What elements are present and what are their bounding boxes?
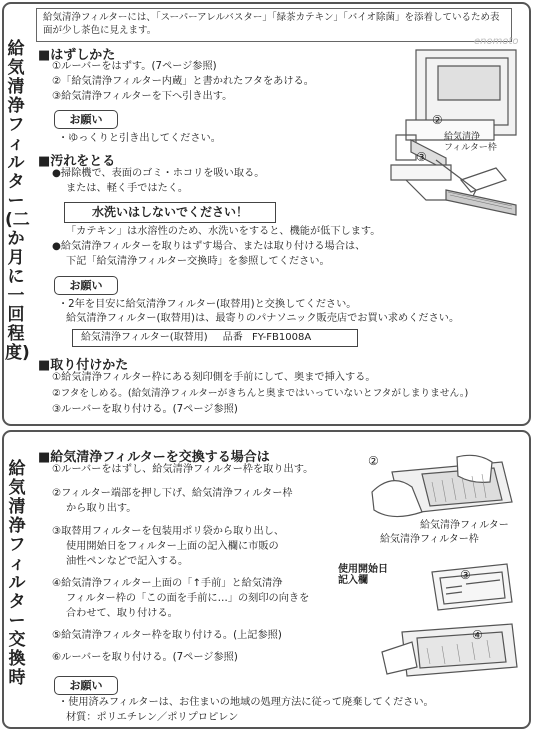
replace-step-5: ⑤給気清浄フィルター枠を取り付ける。(上記参照)	[52, 630, 282, 641]
replace-step-4c: 合わせて、取り付ける。	[66, 608, 178, 619]
top-callout-2: ②	[432, 113, 443, 127]
top-intro-box	[36, 8, 512, 42]
replace-step-6: ⑥ルーバーを取り付ける。(7ページ参照)	[52, 652, 238, 663]
watermark: enomoto	[474, 36, 519, 47]
replace-step-1: ①ルーバーをはずし、給気清浄フィルター枠を取り出す。	[52, 464, 314, 475]
bottom-side-title: 給気清浄フィルター交換時	[8, 459, 26, 688]
remove-request-badge: お願い	[54, 110, 118, 129]
replace-step-2b: から取り出す。	[66, 503, 137, 514]
no-wash-note: 「カテキン」は水溶性のため、水洗いをすると、機能が低下します。	[66, 226, 381, 237]
part-label: 品番	[222, 332, 243, 343]
install-step-3: ③ルーバーを取り付ける。(7ページ参照)	[52, 404, 238, 415]
clean-request-line-1: ・2年を目安に給気清浄フィルター(取替用)と交換してください。	[58, 299, 357, 310]
remove-step-3: ③給気清浄フィルターを下へ引き出す。	[52, 91, 233, 102]
clean-line-1: ●掃除機で、表面のゴミ・ホコリを吸い取る。	[52, 168, 265, 179]
remove-step-1: ①ルーバーをはずす。(7ページ参照)	[52, 61, 217, 72]
install-step-1: ①給気清浄フィルター枠にある刻印側を手前にして、奥まで挿入する。	[52, 372, 376, 383]
replacement-part-box	[72, 329, 358, 347]
replace-step-2: ②フィルター端部を押し下げ、給気清浄フィルター枠	[52, 488, 293, 499]
replace-step-3c: 油性ペンなどで記入する。	[66, 556, 189, 567]
no-wash-warning: 水洗いはしないでください！	[64, 202, 276, 223]
remove-request-text: ・ゆっくりと引き出してください。	[58, 133, 221, 144]
filter-label: 給気清浄フィルター	[420, 520, 509, 531]
date-entry-label: 使用開始日 記入欄	[338, 564, 388, 586]
bottom-callout-4: ④	[472, 628, 483, 642]
clean-request-line-2: 給気清浄フィルター(取替用)は、最寄りのパナソニック販売店でお買い求めください。	[66, 313, 460, 324]
replace-heading: ■給気清浄フィルターを交換する場合は	[38, 450, 270, 465]
bottom-callout-2: ②	[368, 454, 379, 468]
top-side-title: 給気清浄フィルター(二か月に一回程度)	[5, 39, 30, 363]
bottom-callout-3: ③	[460, 568, 471, 582]
intro-text: 給気清浄フィルターには、「スーパーアレルバスター」「緑茶カテキン」「バイオ除菌」を添着しているため表面が少し茶色に見えます。	[43, 12, 500, 36]
replace-step-4b: フィルター枠の「この面を手前に…」の刻印の向きを	[66, 593, 310, 604]
replace-request-badge: お願い	[54, 676, 118, 695]
replace-request-line-1: ・使用済みフィルターは、お住まいの地域の処理方法に従って廃棄してください。	[58, 697, 434, 708]
clean-line-3: ●給気清浄フィルターを取りはずす場合、または取り付ける場合は、	[52, 241, 366, 252]
install-step-2: ②フタをしめる。(給気清浄フィルターがきちんと奥まではいっていないとフタがしまりません。)	[52, 388, 469, 399]
filter-removal-illustration	[376, 40, 524, 220]
clean-line-2: または、軽く手ではたく。	[66, 183, 189, 194]
part-name: 給気清浄フィルター(取替用)	[81, 332, 208, 343]
clean-line-4: 下記「給気清浄フィルター交換時」を参照してください。	[66, 256, 330, 267]
replace-step-4: ④給気清浄フィルター上面の「↑手前」と給気清浄	[52, 578, 283, 589]
part-number: FY-FB1008A	[251, 332, 312, 343]
top-callout-3: ③	[416, 150, 427, 164]
replace-request-line-2: 材質：ポリエチレン／ポリプロピレン	[66, 712, 239, 723]
replace-step-3b: 使用開始日をフィルター上面の記入欄に市販の	[66, 541, 279, 552]
clean-request-badge: お願い	[54, 276, 118, 295]
install-heading: ■取り付けかた	[38, 358, 129, 373]
clean-heading: ■汚れをとる	[38, 154, 116, 169]
remove-heading: ■はずしかた	[38, 48, 116, 63]
top-frame-label: 給気清浄 フィルター枠	[444, 132, 497, 153]
frame-label: 給気清浄フィルター枠	[380, 534, 479, 545]
remove-step-2: ②「給気清浄フィルター内蔵」と書かれたフタをあける。	[52, 76, 314, 87]
replace-step-3: ③取替用フィルターを包装用ポリ袋から取り出し、	[52, 526, 285, 537]
